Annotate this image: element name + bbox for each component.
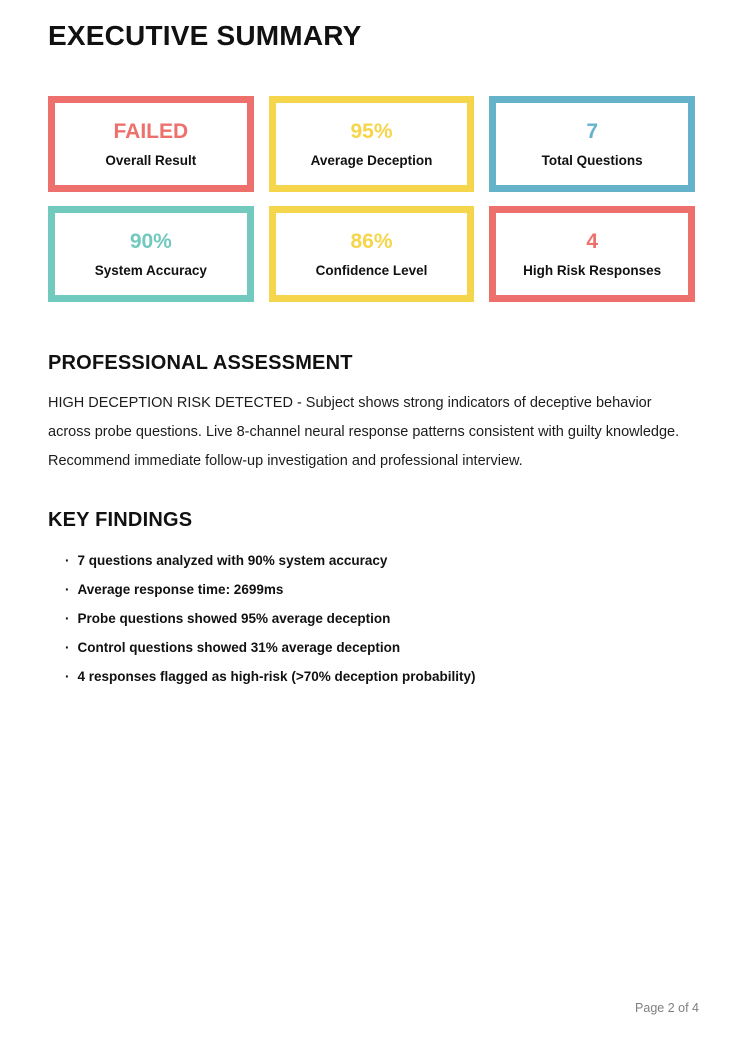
card-label: Overall Result: [105, 153, 197, 169]
finding-text: 7 questions analyzed with 90% system accuracy: [77, 553, 388, 568]
card-label: High Risk Responses: [523, 263, 662, 279]
summary-card: [269, 206, 475, 302]
summary-card: [269, 96, 475, 192]
bullet-icon: ·: [65, 582, 70, 597]
bullet-icon: ·: [65, 669, 70, 684]
professional-assessment-body: HIGH DECEPTION RISK DETECTED - Subject shows strong indicators of deceptive behavior across probe questions. Live 8-channel neural response patterns consistent with guilty knowledge. Recommend immediate follow-up investigation and professional interview.: [48, 395, 680, 469]
card-value: FAILED: [113, 119, 189, 143]
finding-text: Average response time: 2699ms: [77, 582, 284, 597]
finding-item: [48, 551, 695, 571]
card-value: 86%: [350, 229, 393, 253]
card-label: Total Questions: [541, 153, 643, 169]
summary-cards: [48, 96, 695, 302]
summary-card: [48, 206, 254, 302]
finding-text: 4 responses flagged as high-risk (>70% deception probability): [77, 669, 476, 684]
finding-item: [48, 638, 695, 658]
card-label: System Accuracy: [94, 263, 207, 279]
professional-assessment-heading: PROFESSIONAL ASSESSMENT: [48, 352, 353, 374]
finding-item: [48, 580, 695, 600]
card-value: 95%: [350, 119, 393, 143]
bullet-icon: ·: [65, 640, 70, 655]
card-value: 90%: [129, 229, 172, 253]
card-label: Confidence Level: [315, 263, 428, 279]
key-findings-list: [48, 551, 695, 687]
summary-card: [48, 96, 254, 192]
card-label: Average Deception: [310, 153, 433, 169]
card-value: 4: [586, 229, 598, 253]
key-findings-heading: KEY FINDINGS: [48, 509, 193, 531]
finding-item: [48, 609, 695, 629]
card-value: 7: [586, 119, 598, 143]
bullet-icon: ·: [65, 553, 70, 568]
page-number: Page 2 of 4: [635, 1001, 699, 1015]
finding-text: Control questions showed 31% average deception: [77, 640, 401, 655]
finding-text: Probe questions showed 95% average deception: [77, 611, 391, 626]
page-title: EXECUTIVE SUMMARY: [48, 20, 362, 51]
finding-item: [48, 667, 695, 687]
bullet-icon: ·: [65, 611, 70, 626]
summary-card: [489, 206, 695, 302]
summary-card: [489, 96, 695, 192]
